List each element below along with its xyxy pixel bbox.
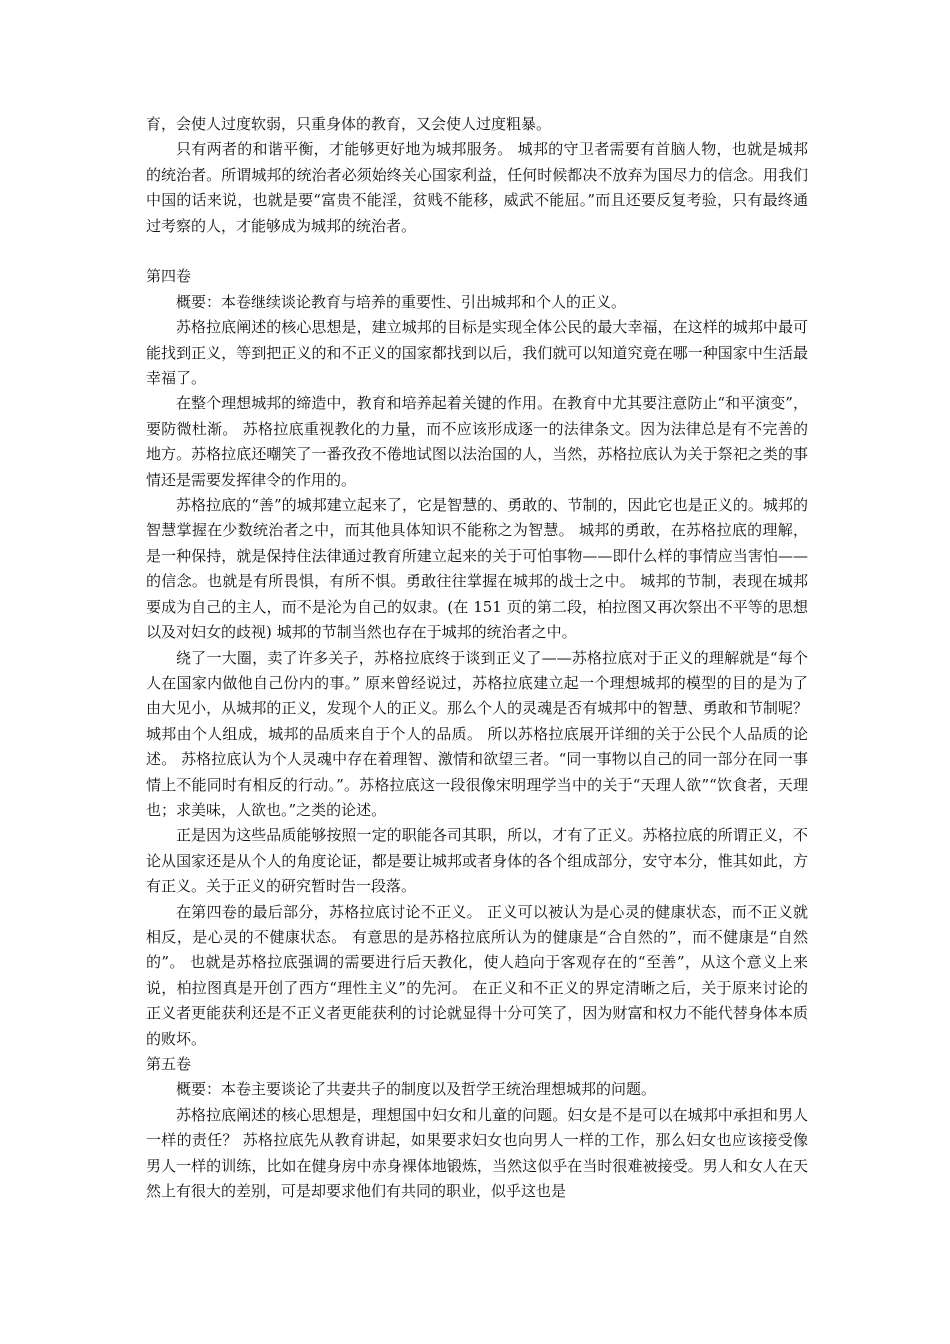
book4-paragraph-3: 苏格拉底的“善”的城邦建立起来了，它是智慧的、勇敢的、节制的，因此它也是正义的。城邦的智慧掌握在少数统治者之中，而其他具体知识不能称之为智慧。 城邦的勇敢，在苏格拉底的理解，是一种保持，就是保持住法律通过教育所建立起来的关于可怕事物——即什么样的事情应当害怕——的信念。也就是有所畏惧，有所不惧。勇敢往往掌握在城邦的战士之中。 城邦的节制，表现在城邦要成为自己的主人，而不是沦为自己的奴隶。(在 151 页的第二段，柏拉图又再次祭出不平等的思想以及对妇女的歧视) 城邦的节制当然也存在于城邦的统治者之中。 [146,496,808,642]
intro-paragraph-2: 只有两者的和谐平衡，才能够更好地为城邦服务。 城邦的守卫者需要有首脑人物，也就是城邦的统治者。所谓城邦的统治者必须始终关心国家利益，任何时候都决不放弃为国尽力的信念。用我们中国的话来说，也就是要“富贵不能淫，贫贱不能移，威武不能屈。”而且还要反复考验，只有最终通过考察的人，才能够成为城邦的统治者。 [146,140,808,235]
book4-paragraph-4: 绕了一大圈，卖了许多关子，苏格拉底终于谈到正义了——苏格拉底对于正义的理解就是“每个人在国家内做他自己份内的事。” 原来曾经说过，苏格拉底建立起一个理想城邦的模型的目的是为了由大见小，从城邦的正义，发现个人的正义。那么个人的灵魂是否有城邦中的智慧、勇敢和节制呢？ 城邦由个人组成，城邦的品质来自于个人的品质。 所以苏格拉底展开详细的关于公民个人品质的论述。 苏格拉底认为个人灵魂中存在着理智、激情和欲望三者。“同一事物以自己的同一部分在同一事情上不能同时有相反的行动。”。苏格拉底这一段很像宋明理学当中的关于“天理人欲”“饮食者，天理也；求美味，人欲也。”之类的论述。 [146,648,808,819]
book4-summary: 概要：本卷继续谈论教育与培养的重要性、引出城邦和个人的正义。 [176,292,627,311]
intro-paragraph-1: 育，会使人过度软弱，只重身体的教育，又会使人过度粗暴。 [146,115,552,133]
book5-heading: 第五卷 [146,1055,192,1074]
book4-heading: 第四卷 [146,267,192,286]
book4-paragraph-2: 在整个理想城邦的缔造中，教育和培养起着关键的作用。在教育中尤其要注意防止“和平演变”，要防微杜渐。 苏格拉底重视教化的力量，而不应该形成逐一的法律条文。因为法律总是有不完善的地方。苏格拉底还嘲笑了一番孜孜不倦地试图以法治国的人，当然，苏格拉底认为关于祭祀之类的事情还是需要发挥律令的作用的。 [146,394,808,489]
document-page [146,112,808,1204]
book5-paragraph-1: 苏格拉底阐述的核心思想是，理想国中妇女和儿童的问题。妇女是不是可以在城邦中承担和男人一样的责任？ 苏格拉底先从教育讲起，如果要求妇女也向男人一样的工作，那么妇女也应该接受像男人一样的训练，比如在健身房中赤身裸体地锻炼，当然这似乎在当时很难被接受。男人和女人在天然上有很大的差别，可是却要求他们有共同的职业，似乎这也是 [146,1105,808,1201]
section-spacer [146,239,808,264]
book4-paragraph-1: 苏格拉底阐述的核心思想是，建立城邦的目标是实现全体公民的最大幸福，在这样的城邦中最可能找到正义，等到把正义的和不正义的国家都找到以后，我们就可以知道究竟在哪一种国家中生活最幸福了。 [146,318,808,388]
book5-summary: 概要：本卷主要谈论了共妻共子的制度以及哲学王统治理想城邦的问题。 [176,1080,657,1099]
book4-paragraph-6: 在第四卷的最后部分，苏格拉底讨论不正义。 正义可以被认为是心灵的健康状态，而不正义就相反，是心灵的不健康状态。 有意思的是苏格拉底所认为的健康是“合自然的”，而不健康是“自然的”。 也就是苏格拉底强调的需要进行后天教化，使人趋向于客观存在的“至善”，从这个意义上来说，柏拉图真是开创了西方“理性主义”的先河。 在正义和不正义的界定清晰之后，关于原来讨论的正义者更能获利还是不正义者更能获利的讨论就显得十分可笑了，因为财富和权力不能代替身体本质的败坏。 [146,902,808,1048]
book4-paragraph-5: 正是因为这些品质能够按照一定的职能各司其职，所以，才有了正义。苏格拉底的所谓正义，不论从国家还是从个人的角度论证，都是要让城邦或者身体的各个组成部分，安守本分，惟其如此，方有正义。关于正义的研究暂时告一段落。 [146,826,808,896]
